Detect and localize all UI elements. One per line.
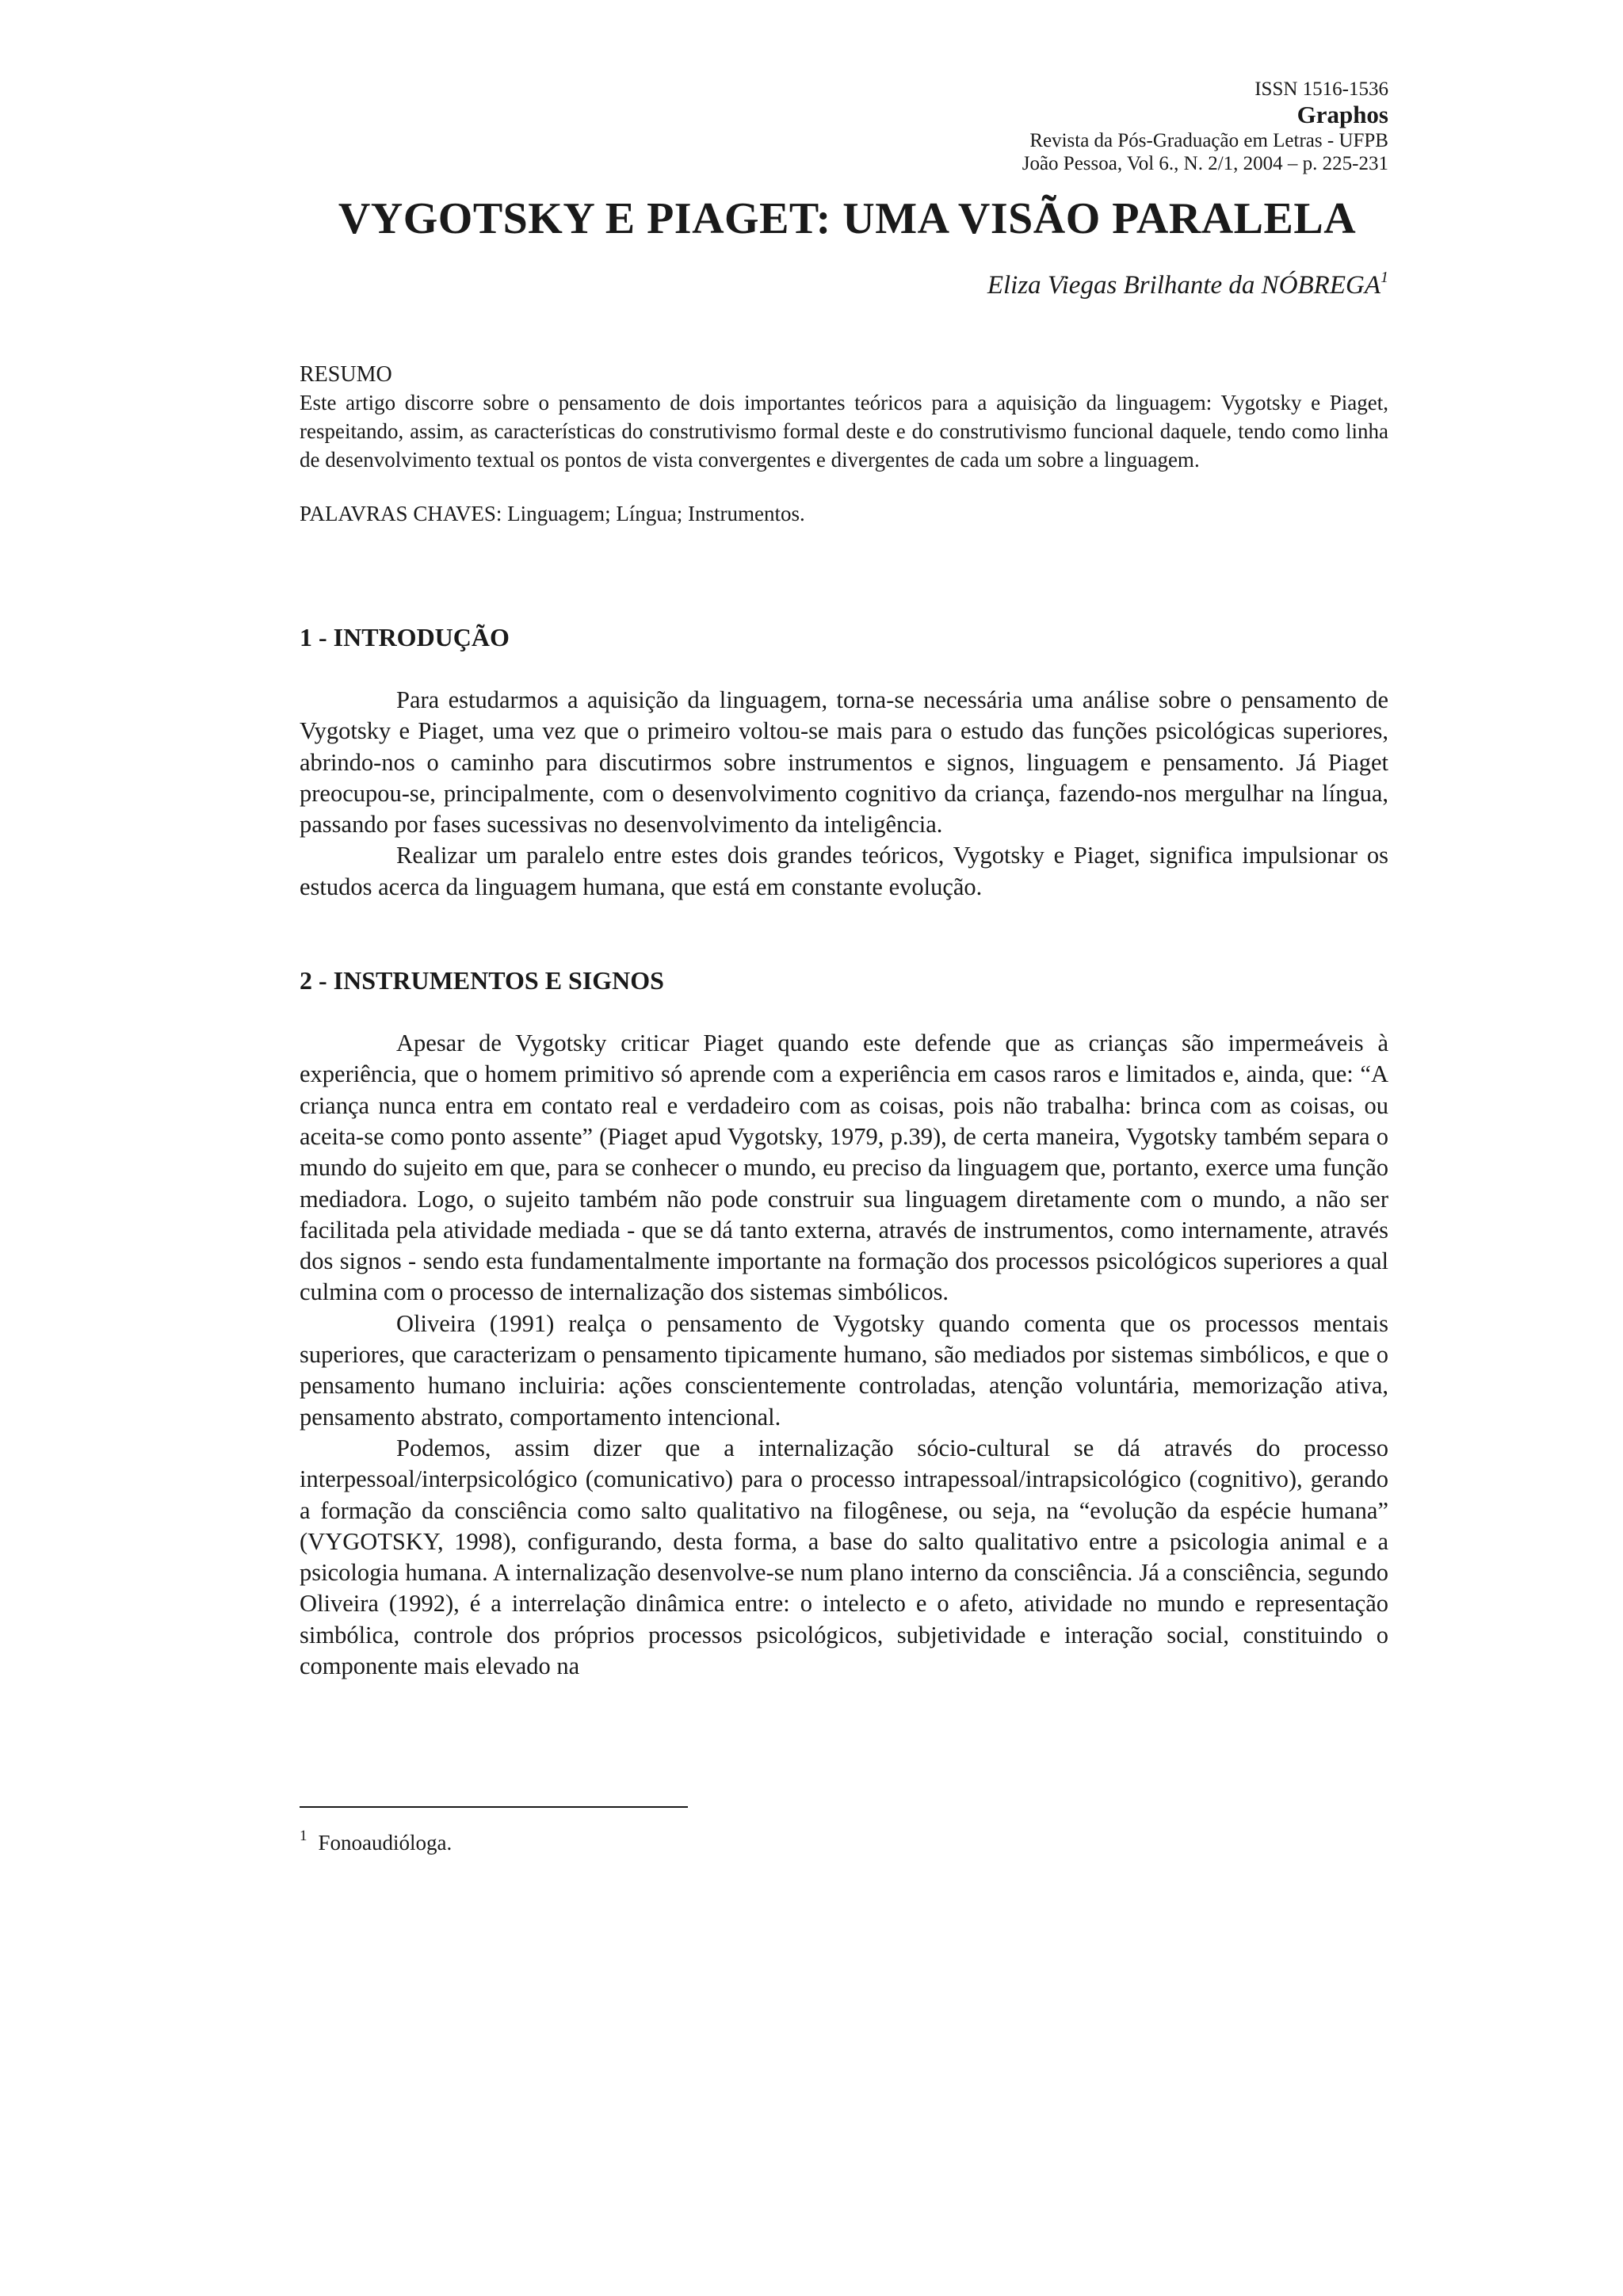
author-footnote-mark: 1	[1381, 269, 1388, 286]
paper-body	[300, 361, 1388, 1682]
journal-subtitle: Revista da Pós-Graduação em Letras - UFPB	[1029, 130, 1388, 151]
body-paragraph: Podemos, assim dizer que a internalização sócio-cultural se dá através do processo interpessoal/interpsicológico (comunicativo) para o processo intrapessoal/intrapsicológico (cognitivo), gerando a formação da consciência como salto qualitativo na filogênese, ou seja, na “evolução da espécie humana” (VYGOTSKY, 1998), configurando, desta forma, a base do salto qualitativo entre a psicologia animal e a psicologia humana. A internalização desenvolve-se num plano interno da consciência. Já a consciência, segundo Oliveira (1992), é a interrelação dinâmica entre: o intelecto e o afeto, atividade no mundo e representação simbólica, controle dos próprios processos psicológicos, subjetividade e interação social, constituindo o componente mais elevado na	[300, 1434, 1388, 1680]
issn: ISSN 1516-1536	[1254, 78, 1388, 100]
body-paragraph: Para estudarmos a aquisição da linguagem, torna-se necessária uma análise sobre o pensamento de Vygotsky e Piaget, uma vez que o primeiro voltou-se mais para o estudo das funções psicológicas superiores, abrindo-nos o caminho para discutirmos sobre instrumentos e signos, linguagem e pensamento. Já Piaget preocupou-se, principalmente, com o desenvolvimento cognitivo da criança, fazendo-nos mergulhar na língua, passando por fases sucessivas no desenvolvimento da inteligência.	[300, 686, 1388, 839]
abstract-text: Este artigo discorre sobre o pensamento de dois importantes teóricos para a aquisição da linguagem: Vygotsky e Piaget, respeitando, assim, as características do construtivismo formal deste e do construtivismo funcional daquele, tendo como linha de desenvolvimento textual os pontos de vista convergentes e divergentes de cada um sobre a linguagem.	[300, 391, 1388, 472]
body-paragraph: Apesar de Vygotsky criticar Piaget quando este defende que as crianças são impermeáveis à experiência, que o homem primitivo só aprende com a experiência em casos raros e limitados e, ainda, que: “A criança nunca entra em contato real e verdadeiro com as coisas, pois não trabalha: brinca com as coisas, ou aceita-se como ponto assente” (Piaget apud Vygotsky, 1979, p.39), de certa maneira, Vygotsky também separa o mundo do sujeito em que, para se conhecer o mundo, eu preciso da linguagem que, portanto, exerce uma função mediadora. Logo, o sujeito também não pode construir sua linguagem diretamente com o mundo, a não ser facilitada pela atividade mediada - que se dá tanto externa, através de instrumentos, como internamente, através dos signos - sendo esta fundamentalmente importante na formação dos processos psicológicos superiores a qual culmina com o processo de internalização dos sistemas simbólicos.	[300, 1030, 1388, 1306]
abstract-label: RESUMO	[300, 362, 392, 387]
paper-title: VYGOTSKY E PIAGET: UMA VISÃO PARALELA	[338, 194, 1357, 243]
footnote-divider	[300, 1806, 688, 1808]
footnote	[300, 1828, 453, 1855]
body-paragraph: Oliveira (1991) realça o pensamento de Vygotsky quando comenta que os processos mentais superiores, que caracterizam o pensamento tipicamente humano, são mediados por sistemas simbólicos, e que o pensamento humano incluiria: ações conscientemente controladas, atenção voluntária, memorização ativa, pensamento abstrato, comportamento intencional.	[300, 1309, 1388, 1431]
footnote-mark: 1	[300, 1828, 307, 1844]
section-heading-introduction: 1 - INTRODUÇÃO	[300, 623, 510, 651]
section-heading-instrumentos: 2 - INSTRUMENTOS E SIGNOS	[300, 966, 664, 995]
journal-name: Graphos	[1296, 101, 1388, 128]
author-name: Eliza Viegas Brilhante da NÓBREGA	[987, 271, 1381, 300]
issue-info: João Pessoa, Vol 6., N. 2/1, 2004 – p. 225-231	[1022, 153, 1388, 174]
author-line	[987, 271, 1388, 300]
body-paragraph: Realizar um paralelo entre estes dois grandes teóricos, Vygotsky e Piaget, significa impulsionar os estudos acerca da linguagem humana, que está em constante evolução.	[300, 842, 1388, 900]
keywords: PALAVRAS CHAVES: Linguagem; Língua; Instrumentos.	[300, 502, 805, 525]
footnote-text: Fonoaudióloga.	[318, 1831, 453, 1855]
journal-header	[1022, 78, 1388, 175]
